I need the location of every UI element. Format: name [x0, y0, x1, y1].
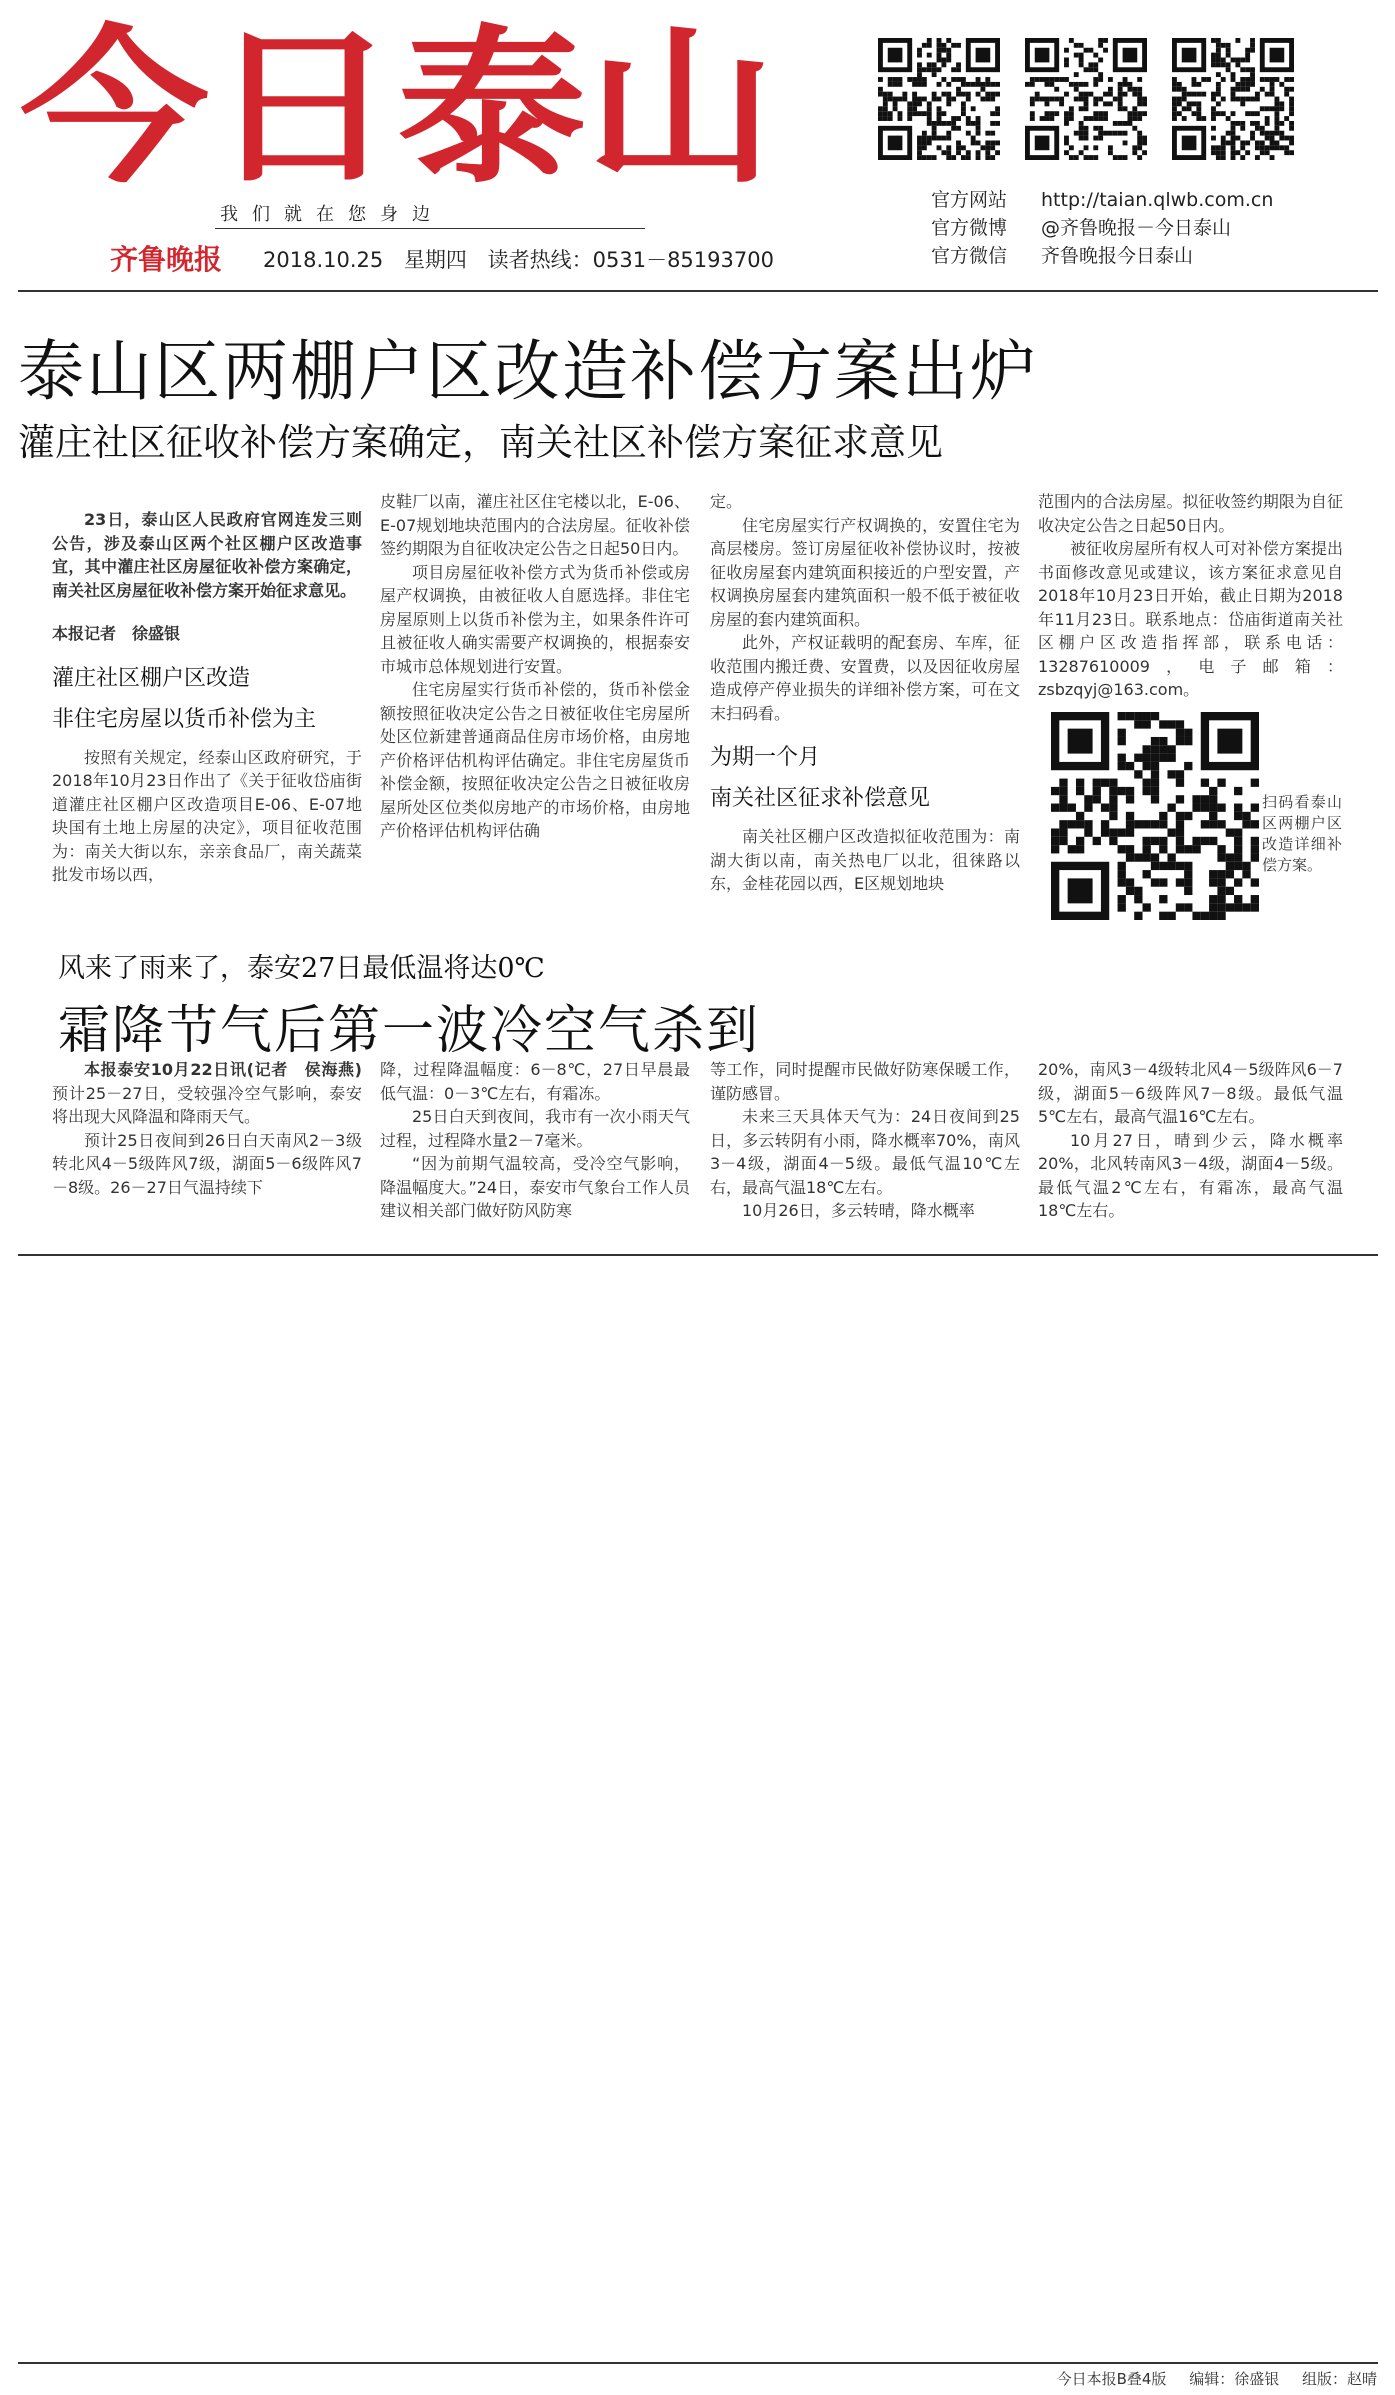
story2-paragraph: 降，过程降温幅度：6－8℃，27日早晨最低气温：0－3℃左右，有霜冻。	[380, 1060, 690, 1103]
story1-byline: 本报记者 徐盛银	[52, 624, 181, 643]
story2-column-3	[710, 1058, 1020, 1223]
story1-subhead: 灌庄社区征收补偿方案确定，南关社区补偿方案征求意见	[18, 421, 943, 464]
contact-label: 官方微信	[931, 245, 1008, 267]
story1-column-1	[52, 508, 362, 887]
story1-column-4	[1038, 490, 1343, 702]
story1-paragraph: 此外，产权证载明的配套房、车库，征收范围内搬迁费、安置费，以及因征收房屋造成停产停业损失的详细补偿方案，可在文末扫码看。	[710, 633, 1020, 723]
page-footer	[1039, 2368, 1377, 2389]
issue-line	[263, 244, 788, 274]
story1-paragraph: 被征收房屋所有权人可对补偿方案提出书面修改意见或建议，该方案征求意见自2018年10月23日开始，截止日期为2018年11月23日。联系地点：岱庙街道南关社区棚户区改造指挥部，联系电话：13287610009，电子邮箱：zsbzqyj@163.com。	[1038, 539, 1343, 699]
story1-qr-note: 扫码看泰山区两棚户区改造详细补偿方案。	[1262, 793, 1342, 874]
story1-subtitle-4: 南关社区征求补偿意见	[710, 786, 931, 811]
story2-column-1	[52, 1058, 362, 1199]
masthead-slogan: 我们就在您身边	[220, 204, 444, 225]
issue-date: 2018.10.25	[263, 248, 384, 272]
story1-paragraph: 项目房屋征收补偿方式为货币补偿或房屋产权调换，由被征收人自愿选择。非住宅房屋原则上以货币补偿为主，如果条件许可且被征收人确实需要产权调换的，根据泰安市城市总体规划进行安置。	[380, 562, 690, 676]
paper-name: 齐鲁晚报	[110, 243, 223, 276]
footer-layout: 组版：赵晴	[1301, 2370, 1377, 2388]
story1-lead: 23日，泰山区人民政府官网连发三则公告，涉及泰山区两个社区棚户区改造事宜，其中灌庄社区房屋征收补偿方案确定，南关社区房屋征收补偿方案开始征求意见。	[52, 510, 362, 600]
contact-label: 官方微博	[931, 217, 1008, 239]
story2-kicker: 风来了雨来了，泰安27日最低温将达0℃	[58, 953, 545, 984]
story2-column-2	[380, 1058, 690, 1223]
story2-paragraph: “因为前期气温较高，受冷空气影响，降温幅度大。”24日，泰安市气象台工作人员建议相关部门做好防风防寒	[380, 1154, 690, 1220]
story2-column-4	[1038, 1058, 1343, 1223]
masthead-title	[20, 18, 780, 186]
story1-paragraph: 南关社区棚户区改造拟征收范围为：南湖大街以南，南关热电厂以北，徂徕路以东，金桂花园以西，E区规划地块	[710, 827, 1020, 893]
story2-paragraph: 25日白天到夜间，我市有一次小雨天气过程，过程降水量2－7毫米。	[380, 1107, 690, 1150]
contact-label: 官方网站	[931, 189, 1008, 211]
story2-paragraph: 预计25日夜间到26日白天南风2－3级转北风4－5级阵风7级，湖面5－6级阵风7－8级。26－27日气温持续下	[52, 1130, 362, 1197]
story1-column-3	[710, 490, 1020, 896]
story2-paragraph: 10月26日，多云转晴，降水概率	[742, 1201, 975, 1220]
story1-subtitle-2: 非住宅房屋以货币补偿为主	[52, 706, 317, 732]
story1-paragraph: 皮鞋厂以南，灌庄社区住宅楼以北，E-06、E-07规划地块范围内的合法房屋。征收补偿签约期限为自征收决定公告之日起50日内。	[380, 492, 690, 558]
story1-subtitle-3: 为期一个月	[710, 745, 821, 770]
story1-headline: 泰山区两棚户区改造补偿方案出炉	[18, 333, 1038, 410]
story1-paragraph: 按照有关规定，经泰山区政府研究，于2018年10月23日作出了《关于征收岱庙街道灌庄社区棚户区改造项目E-06、E-07地块国有土地上房屋的决定》，项目征收范围为：南关大街以东，亲亲食品厂，南关蔬菜批发市场以西，	[52, 747, 362, 884]
story2-headline: 霜降节气后第一波冷空气杀到	[58, 1001, 761, 1061]
story2-paragraph: 20%，南风3－4级转北风4－5级阵风6－7级，湖面5－6级阵风7－8级。最低气温5℃左右，最高气温16℃左右。	[1038, 1060, 1343, 1126]
qr-code-website[interactable]	[878, 38, 1000, 160]
contact-value[interactable]: http://taian.qlwb.com.cn	[1041, 189, 1274, 211]
contact-weibo	[931, 214, 1273, 242]
masthead-rule	[215, 228, 645, 229]
reader-hotline: 读者热线：0531－85193700	[487, 248, 774, 272]
contact-website	[931, 186, 1273, 214]
contact-list	[931, 186, 1273, 270]
footer-editor: 编辑：徐盛银	[1189, 2370, 1280, 2388]
story2-lead: 预计25－27日，受较强冷空气影响，泰安将出现大风降温和降雨天气。	[52, 1083, 362, 1126]
issue-weekday: 星期四	[403, 248, 467, 272]
footer-rule	[18, 2362, 1378, 2364]
story1-subtitle-1: 灌庄社区棚户区改造	[52, 665, 251, 691]
story2-paragraph	[52, 1058, 362, 1129]
masthead-title-text: 今日泰山	[20, 18, 775, 186]
qr-code-weibo[interactable]	[1025, 38, 1147, 160]
story-end-rule	[18, 1254, 1378, 1256]
story1-paragraph: 范围内的合法房屋。拟征收签约期限为自征收决定公告之日起50日内。	[1038, 492, 1343, 535]
story2-paragraph: 未来三天具体天气为：24日夜间到25日，多云转阴有小雨，降水概率70%，南风3－4级，湖面4－5级。最低气温10℃左右，最高气温18℃左右。	[710, 1107, 1020, 1197]
story1-paragraph: 住宅房屋实行产权调换的，安置住宅为高层楼房。签订房屋征收补偿协议时，按被征收房屋套内建筑面积接近的户型安置，产权调换房屋套内建筑面积一般不低于被征收房屋的套内建筑面积。	[710, 515, 1020, 629]
contact-value[interactable]: @齐鲁晚报－今日泰山	[1041, 217, 1232, 239]
story2-paragraph: 10月27日，晴到少云，降水概率20%，北风转南风3－4级，湖面4－5级。最低气温2℃左右，有霜冻，最高气温18℃左右。	[1038, 1130, 1343, 1220]
story1-qr-code[interactable]	[1051, 712, 1259, 920]
masthead-divider	[18, 290, 1378, 292]
contact-value[interactable]: 齐鲁晚报今日泰山	[1041, 245, 1194, 267]
story2-paragraph: 等工作，同时提醒市民做好防寒保暖工作，谨防感冒。	[710, 1060, 1020, 1103]
story1-paragraph: 定。	[710, 492, 743, 511]
qr-code-wechat[interactable]	[1172, 38, 1294, 160]
story1-column-2	[380, 490, 690, 843]
story1-paragraph: 住宅房屋实行货币补偿的，货币补偿金额按照征收决定公告之日被征收住宅房屋所处区位新建普通商品住房市场价格，由房地产价格评估机构评估确定。非住宅房屋货币补偿金额，按照征收决定公告之日被征收房屋所处区位类似房地产的市场价格，由房地产价格评估机构评估确	[380, 680, 690, 840]
contact-wechat	[931, 242, 1273, 270]
footer-edition: 今日本报B叠4版	[1056, 2370, 1167, 2388]
story2-byline: 本报泰安10月22日讯(记者 侯海燕)	[84, 1060, 362, 1079]
